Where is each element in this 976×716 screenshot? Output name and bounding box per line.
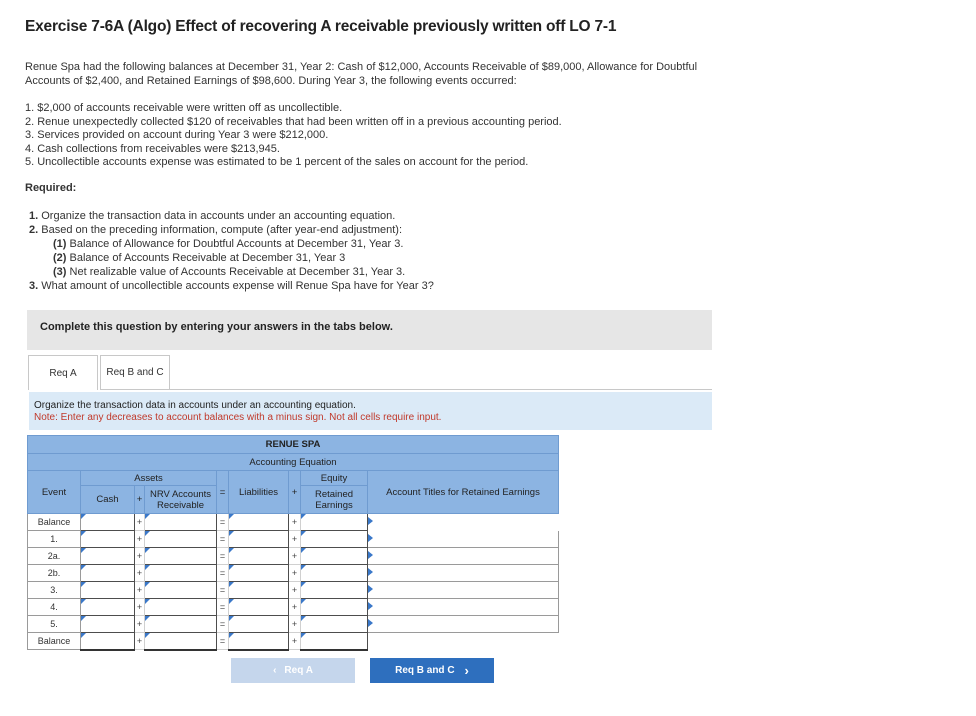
requirement-subitem: (3) Net realizable value of Accounts Receivable at December 31, Year 3. — [53, 266, 406, 278]
event-item: 4. Cash collections from receivables were $213,945. — [25, 142, 280, 155]
equals-sign: = — [217, 565, 229, 582]
equals-sign: = — [217, 616, 229, 633]
intro-paragraph: Renue Spa had the following balances at December 31, Year 2: Cash of $12,000, Accounts Receivable of $89,000, Allowance for Doubtful Accounts of $2,400, and Retained Earnings of $98,600. During Year 3, the following events occurred: — [25, 61, 698, 87]
nrv-input[interactable] — [145, 531, 217, 548]
equals-sign: = — [217, 531, 229, 548]
instruction-text: Organize the transaction data in accounts under an accounting equation. — [34, 400, 356, 411]
liabilities-input[interactable] — [229, 514, 289, 531]
cash-input[interactable] — [81, 514, 135, 531]
event-label: 2b. — [28, 565, 81, 582]
table-subtitle: Accounting Equation — [28, 454, 559, 471]
equals-sign: = — [217, 471, 229, 514]
cash-total — [81, 633, 135, 650]
plus-sign: + — [135, 531, 145, 548]
event-label: Balance — [28, 514, 81, 531]
table-row — [28, 582, 559, 599]
retained-earnings-input[interactable] — [301, 599, 368, 616]
retained-earnings-input[interactable] — [301, 565, 368, 582]
plus-sign: + — [289, 599, 301, 616]
retained-earnings-input[interactable] — [301, 548, 368, 565]
equals-sign: = — [217, 548, 229, 565]
requirement-item: 1. Organize the transaction data in accounts under an accounting equation. — [29, 210, 396, 222]
plus-sign: + — [289, 565, 301, 582]
equity-header: Equity — [301, 471, 368, 486]
table-row — [28, 599, 559, 616]
retained-earnings-input[interactable] — [301, 582, 368, 599]
event-item: 1. $2,000 of accounts receivable were written off as uncollectible. — [25, 102, 343, 114]
tab-req-b-and-c[interactable]: Req B and C — [100, 355, 170, 390]
event-label: Balance — [28, 633, 81, 650]
plus-sign: + — [135, 548, 145, 565]
chevron-left-icon: ‹ — [273, 665, 277, 676]
nrv-total — [145, 633, 217, 650]
account-titles-header: Account Titles for Retained Earnings — [368, 471, 559, 514]
cash-input[interactable] — [81, 616, 135, 633]
equals-sign: = — [217, 599, 229, 616]
table-row — [28, 565, 559, 582]
liabilities-header: Liabilities — [229, 471, 289, 514]
plus-sign: + — [135, 582, 145, 599]
liabilities-input[interactable] — [229, 599, 289, 616]
plus-sign: + — [289, 514, 301, 531]
account-title-select[interactable] — [368, 565, 559, 582]
tabs-panel-header — [27, 310, 712, 350]
plus-sign: + — [289, 616, 301, 633]
cash-input[interactable] — [81, 599, 135, 616]
next-label: Req B and C — [395, 665, 455, 676]
plus-sign: + — [135, 565, 145, 582]
plus-sign: + — [289, 548, 301, 565]
event-label: 4. — [28, 599, 81, 616]
equals-sign: = — [217, 633, 229, 650]
liabilities-input[interactable] — [229, 616, 289, 633]
plus-sign: + — [135, 616, 145, 633]
account-title-select[interactable] — [368, 582, 559, 599]
retained-earnings-input[interactable] — [301, 531, 368, 548]
accounting-equation-table — [27, 435, 559, 651]
liabilities-total — [229, 633, 289, 650]
nrv-input[interactable] — [145, 514, 217, 531]
account-title-empty — [368, 633, 559, 650]
liabilities-input[interactable] — [229, 582, 289, 599]
cash-input[interactable] — [81, 582, 135, 599]
retained-earnings-total — [301, 633, 368, 650]
nrv-header: NRV Accounts Receivable — [145, 486, 217, 514]
tab-req-a[interactable]: Req A — [28, 355, 98, 390]
assets-header: Assets — [81, 471, 217, 486]
retained-earnings-header: Retained Earnings — [301, 486, 368, 514]
table-row — [28, 633, 559, 650]
retained-earnings-input[interactable] — [301, 514, 368, 531]
plus-sign: + — [135, 599, 145, 616]
table-row — [28, 616, 559, 633]
nrv-input[interactable] — [145, 565, 217, 582]
plus-sign: + — [289, 471, 301, 514]
event-item: 2. Renue unexpectedly collected $120 of receivables that had been written off in a previous accounting period. — [25, 115, 562, 128]
chevron-right-icon: › — [464, 663, 469, 678]
prev-label: Req A — [284, 665, 313, 676]
liabilities-input[interactable] — [229, 548, 289, 565]
account-title-select[interactable] — [368, 599, 559, 616]
event-label: 5. — [28, 616, 81, 633]
table-company: RENUE SPA — [28, 436, 559, 454]
table-row — [28, 531, 559, 548]
plus-sign: + — [135, 486, 145, 514]
requirement-subitem: (2) Balance of Accounts Receivable at December 31, Year 3 — [53, 252, 346, 264]
account-title-select[interactable] — [368, 616, 559, 633]
account-title-empty — [368, 514, 559, 531]
requirement-subitem: (1) Balance of Allowance for Doubtful Accounts at December 31, Year 3. — [53, 238, 404, 250]
plus-sign: + — [289, 531, 301, 548]
liabilities-input[interactable] — [229, 531, 289, 548]
panel-instruction: Complete this question by entering your answers in the tabs below. — [40, 321, 393, 333]
events-list — [25, 102, 562, 170]
instructions-box — [29, 392, 712, 430]
requirement-item: 3. What amount of uncollectible accounts expense will Renue Spa have for Year 3? — [29, 280, 434, 292]
event-item: 5. Uncollectible accounts expense was estimated to be 1 percent of the sales on account for the period. — [25, 156, 529, 168]
event-label: 1. — [28, 531, 81, 548]
plus-sign: + — [135, 514, 145, 531]
next-button[interactable] — [370, 658, 494, 683]
equals-sign: = — [217, 582, 229, 599]
requirement-item: 2. Based on the preceding information, compute (after year-end adjustment): — [29, 224, 403, 236]
event-label: 2a. — [28, 548, 81, 565]
plus-sign: + — [135, 633, 145, 650]
cash-input[interactable] — [81, 548, 135, 565]
exercise-title: Exercise 7-6A (Algo) Effect of recovering A receivable previously written off LO 7-1 — [25, 18, 617, 35]
liabilities-input[interactable] — [229, 565, 289, 582]
nrv-input[interactable] — [145, 548, 217, 565]
cash-header: Cash — [81, 486, 135, 514]
table-row — [28, 548, 559, 565]
plus-sign: + — [289, 582, 301, 599]
event-label: 3. — [28, 582, 81, 599]
nrv-input[interactable] — [145, 582, 217, 599]
prev-button[interactable] — [231, 658, 355, 683]
cash-input[interactable] — [81, 531, 135, 548]
required-label: Required: — [25, 182, 77, 194]
nrv-input[interactable] — [145, 599, 217, 616]
cash-input[interactable] — [81, 565, 135, 582]
retained-earnings-input[interactable] — [301, 616, 368, 633]
event-header: Event — [28, 471, 81, 514]
account-title-select[interactable] — [368, 548, 559, 565]
requirements-list — [29, 209, 434, 293]
plus-sign: + — [289, 633, 301, 650]
nrv-input[interactable] — [145, 616, 217, 633]
table-row — [28, 514, 559, 531]
equals-sign: = — [217, 514, 229, 531]
event-item: 3. Services provided on account during Year 3 were $212,000. — [25, 129, 329, 141]
account-title-select[interactable] — [368, 531, 559, 548]
instruction-note: Note: Enter any decreases to account balances with a minus sign. Not all cells require input. — [34, 412, 442, 423]
tab-divider — [170, 389, 712, 390]
